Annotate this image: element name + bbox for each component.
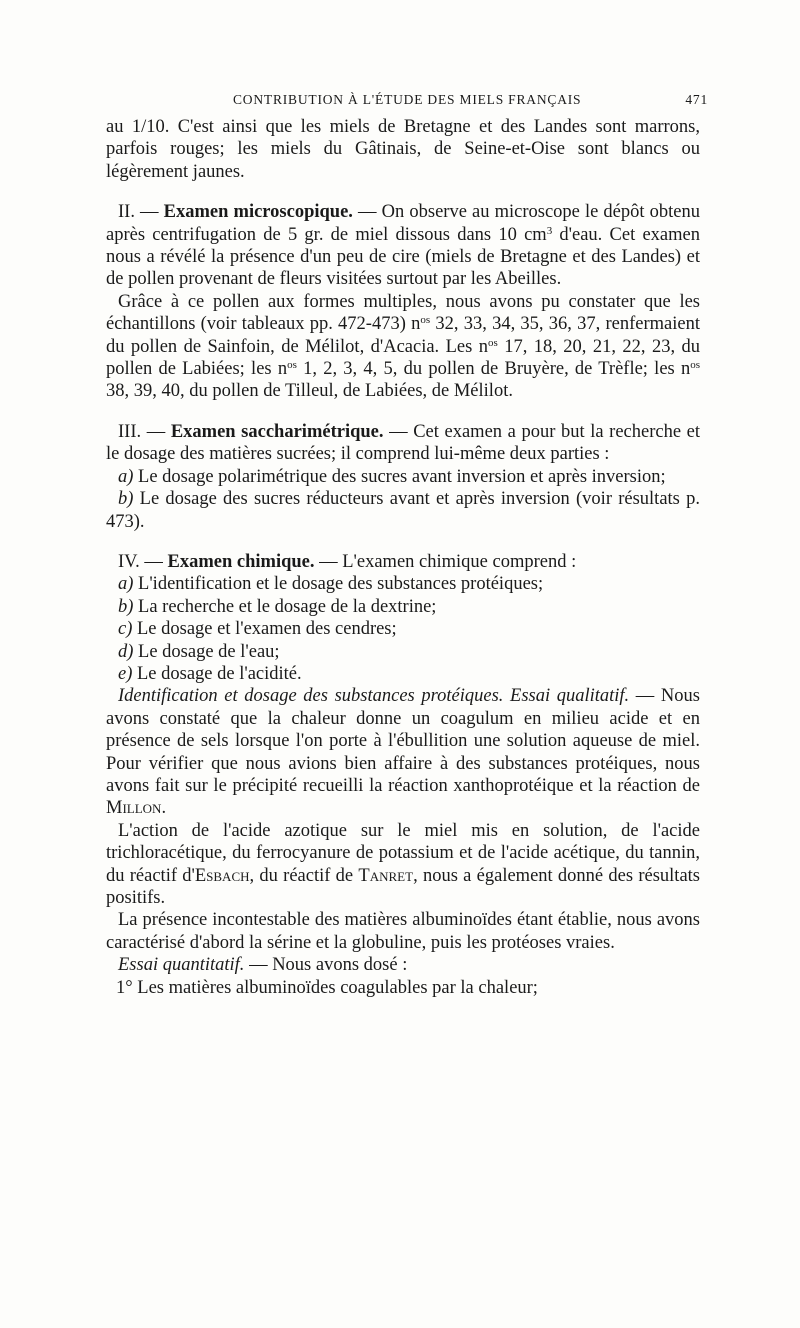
section-microscopic-paragraph: II. — Examen microscopique. — On observe au microscope le dépôt obtenu après centrifugation de 5 gr. de miel dissous dans 10 $cm^3$ d'eau. Cet examen nous a révélé la présence d'un peu de cire (miels de Bretagne et des Landes) et de pollen provenant de fleurs visitées surtout par les Abeilles.	[106, 202, 700, 290]
quantitative-paragraph: Essai quantitatif. — Nous avons dosé :	[118, 955, 408, 976]
list-item: 1° Les matières albuminoïdes coagulables par la chaleur;	[116, 977, 538, 998]
list-item: e) Le dosage de l'acidité.	[118, 663, 302, 684]
subheading-qualitative: Identification et dosage des substances protéiques. Essai qualitatif.	[118, 686, 630, 707]
section-saccharimetric-paragraph: III. — Examen saccharimétrique. — Cet examen a pour but la recherche et le dosage des matières sucrées; il comprend lui-même deux parties :	[106, 421, 701, 465]
list-item: a) Le dosage polarimétrique des sucres avant inversion et après inversion;	[118, 466, 666, 487]
identification-paragraph: Identification et dosage des substances protéiques. Essai qualitatif. — Nous avons constaté que la chaleur donne un coagulum en milieu acide et en présence de sels lorsque l'on porte à l'ébullition une solution aqueuse de miel. Pour vérifier que nous avions bien affaire à des substances protéiques, nous avons fait sur le précipité recueilli la réaction xanthoprotéique et la réaction de Millon.	[106, 686, 700, 819]
presence-paragraph: La présence incontestable des matières albuminoïdes étant établie, nous avons caractérisé d'abord la sérine et la globuline, puis les protéoses vraies.	[106, 910, 700, 953]
section-number: IV. —	[118, 551, 163, 572]
list-item: b) La recherche et le dosage de la dextrine;	[118, 596, 437, 617]
list-item: c) Le dosage et l'examen des cendres;	[118, 619, 397, 640]
section-heading-saccharimetric: Examen saccharimétrique.	[170, 421, 384, 442]
list-item: d) Le dosage de l'eau;	[118, 641, 280, 662]
intro-paragraph: au 1/10. C'est ainsi que les miels de Bretagne et des Landes sont marrons, parfois rouges; les miels du Gâtinais, de Seine-et-Oise sont blancs ou légèrement jaunes.	[106, 117, 700, 182]
running-title: CONTRIBUTION À L'ÉTUDE DES MIELS FRANÇAIS	[233, 92, 582, 107]
subheading-quantitative: Essai quantitatif.	[118, 955, 245, 976]
acid-action-paragraph: L'action de l'acide azotique sur le miel mis en solution, de l'acide trichloracétique, du ferrocyanure de potassium et de l'acide acétique, du tannin, du réactif d'Esbach, du réactif de Tanret, nous a également donné des résultats positifs.	[106, 820, 700, 908]
section-heading-chemical: Examen chimique.	[167, 551, 315, 572]
page-number: 471	[685, 92, 708, 107]
section-number: III. —	[118, 421, 166, 442]
section-heading-microscopic: Examen microscopique.	[163, 202, 353, 223]
running-header	[108, 92, 708, 112]
pollen-paragraph: Grâce à ce pollen aux formes multiples, nous avons pu constater que les échantillons (voir tableaux pp. 472-473) $n^{os}$ 32, 33, 34, 35, 36, 37, renfermaient du pollen de Sainfoin, de Mélilot, d'Acacia. Les $n^{os}$ 17, 18, 20, 21, 22, 23, du pollen de Labiées; les $n^{os}$ 1, 2, 3, 4, 5, du pollen de Bruyère, de Trèfle; les $n^{os}$ 38, 39, 40, du pollen de Tilleul, de Labiées, de Mélilot.	[106, 291, 701, 402]
list-item: a) L'identification et le dosage des substances protéiques;	[118, 574, 544, 595]
body-text	[106, 116, 700, 999]
section-chemical-paragraph: IV. — Examen chimique. — L'examen chimique comprend :	[118, 551, 577, 572]
section-number: II. —	[118, 202, 159, 223]
list-item: b) Le dosage des sucres réducteurs avant et après inversion (voir résultats p. 473).	[106, 489, 700, 532]
